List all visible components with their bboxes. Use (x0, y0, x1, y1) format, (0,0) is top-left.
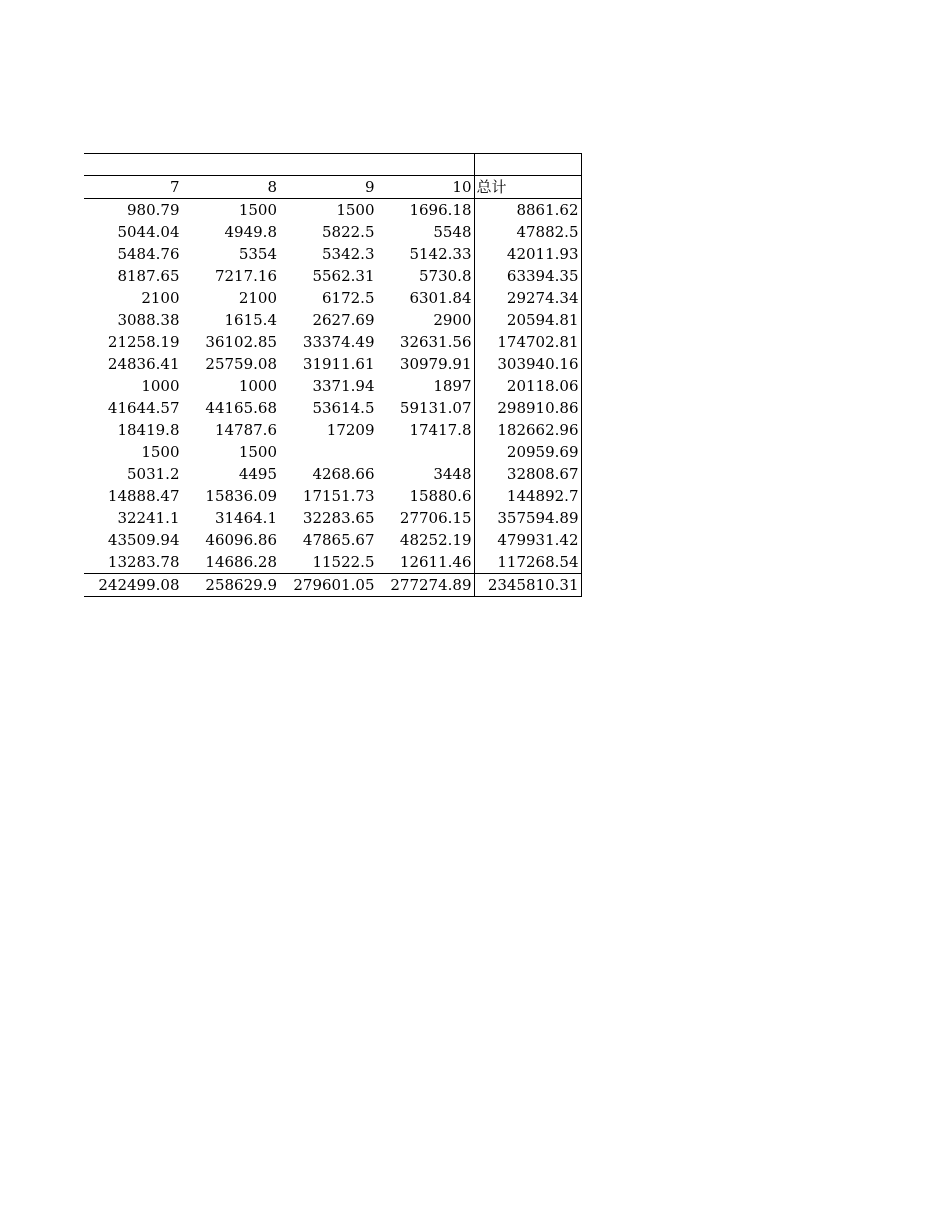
data-cell[interactable]: 47865.67 (302, 531, 375, 549)
data-cell[interactable]: 7217.16 (214, 267, 277, 285)
table-row (84, 529, 581, 551)
table-row (84, 331, 581, 353)
data-cell[interactable]: 4495 (238, 465, 277, 483)
header-row (84, 176, 581, 199)
data-cell[interactable]: 46096.86 (205, 531, 277, 549)
data-cell[interactable]: 1000 (238, 377, 277, 395)
row-total-cell[interactable]: 479931.42 (474, 529, 581, 551)
data-cell[interactable]: 25759.08 (205, 355, 277, 373)
data-cell[interactable]: 3448 (433, 465, 472, 483)
row-total-cell[interactable]: 174702.81 (474, 331, 581, 353)
data-cell[interactable]: 5548 (433, 223, 472, 241)
data-cell[interactable]: 32241.1 (117, 509, 180, 527)
data-cell[interactable]: 21258.19 (107, 333, 180, 351)
row-total-cell[interactable]: 298910.86 (474, 397, 581, 419)
data-cell[interactable]: 14787.6 (214, 421, 277, 439)
data-cell[interactable] (377, 441, 475, 463)
blank-cell[interactable] (84, 154, 182, 176)
row-total-cell[interactable]: 8861.62 (474, 199, 581, 222)
data-cell[interactable]: 32283.65 (302, 509, 375, 527)
data-cell[interactable]: 6301.84 (409, 289, 472, 307)
header-cell-8[interactable]: 8 (182, 176, 280, 199)
table-row (84, 441, 581, 463)
data-cell[interactable]: 1500 (238, 201, 277, 219)
data-cell[interactable]: 5822.5 (322, 223, 375, 241)
data-cell[interactable]: 17151.73 (302, 487, 375, 505)
data-cell[interactable]: 32631.56 (399, 333, 472, 351)
data-cell[interactable]: 41644.57 (107, 399, 180, 417)
data-cell[interactable]: 2100 (238, 289, 277, 307)
data-cell[interactable]: 24836.41 (107, 355, 180, 373)
table-row (84, 485, 581, 507)
data-cell[interactable]: 53614.5 (312, 399, 375, 417)
table-row (84, 287, 581, 309)
totals-cell[interactable]: 279601.05 (279, 574, 377, 597)
data-cell[interactable]: 43509.94 (107, 531, 180, 549)
data-cell[interactable]: 5562.31 (312, 267, 375, 285)
data-cell[interactable]: 36102.85 (205, 333, 277, 351)
totals-row (84, 574, 581, 597)
data-cell[interactable]: 1615.4 (224, 311, 277, 329)
data-cell[interactable]: 1696.18 (409, 201, 472, 219)
row-total-cell[interactable]: 303940.16 (474, 353, 581, 375)
table-row (84, 309, 581, 331)
data-cell[interactable]: 5484.76 (117, 245, 180, 263)
row-total-cell[interactable]: 357594.89 (474, 507, 581, 529)
data-cell[interactable]: 5730.8 (419, 267, 472, 285)
data-cell[interactable]: 48252.19 (399, 531, 472, 549)
table-row (84, 419, 581, 441)
totals-cell[interactable]: 258629.9 (182, 574, 280, 597)
header-cell-9[interactable]: 9 (279, 176, 377, 199)
data-cell[interactable]: 4268.66 (312, 465, 375, 483)
data-cell[interactable]: 11522.5 (312, 553, 375, 571)
spreadsheet (84, 153, 582, 597)
data-cell[interactable]: 15880.6 (409, 487, 472, 505)
header-cell-7[interactable]: 7 (84, 176, 182, 199)
data-cell[interactable]: 31464.1 (214, 509, 277, 527)
header-cell-total[interactable]: 总计 (474, 176, 581, 199)
data-cell[interactable]: 980.79 (127, 201, 180, 219)
row-total-cell[interactable]: 182662.96 (474, 419, 581, 441)
row-total-cell[interactable]: 117268.54 (474, 551, 581, 574)
table-row (84, 221, 581, 243)
data-cell[interactable] (279, 441, 377, 463)
table-row (84, 507, 581, 529)
data-cell[interactable]: 5354 (238, 245, 277, 263)
blank-cell[interactable] (182, 154, 280, 176)
data-cell[interactable]: 33374.49 (302, 333, 375, 351)
data-cell[interactable]: 12611.46 (399, 553, 472, 571)
data-cell[interactable]: 5031.2 (127, 465, 180, 483)
row-total-cell[interactable]: 63394.35 (474, 265, 581, 287)
data-cell[interactable]: 2900 (433, 311, 472, 329)
row-total-cell[interactable]: 20118.06 (474, 375, 581, 397)
totals-cell[interactable]: 277274.89 (377, 574, 475, 597)
data-cell[interactable]: 6172.5 (322, 289, 375, 307)
data-cell[interactable]: 14888.47 (107, 487, 180, 505)
data-cell[interactable]: 14686.28 (205, 553, 277, 571)
data-cell[interactable]: 44165.68 (205, 399, 277, 417)
data-cell[interactable]: 1897 (433, 377, 472, 395)
data-cell[interactable]: 1500 (238, 443, 277, 461)
data-cell[interactable]: 31911.61 (302, 355, 375, 373)
data-cell[interactable]: 8187.65 (117, 267, 180, 285)
blank-top-row (84, 154, 581, 176)
table-row (84, 397, 581, 419)
header-cell-10[interactable]: 10 (377, 176, 475, 199)
data-cell[interactable]: 2100 (141, 289, 180, 307)
table-row (84, 375, 581, 397)
data-cell[interactable]: 17209 (326, 421, 375, 439)
data-cell[interactable]: 5142.33 (409, 245, 472, 263)
blank-cell[interactable] (279, 154, 377, 176)
row-total-cell[interactable]: 32808.67 (474, 463, 581, 485)
table-row (84, 265, 581, 287)
data-cell[interactable]: 1000 (141, 377, 180, 395)
data-cell[interactable]: 2627.69 (312, 311, 375, 329)
table-row (84, 243, 581, 265)
grand-total-cell[interactable]: 2345810.31 (474, 574, 581, 597)
data-cell[interactable]: 30979.91 (399, 355, 472, 373)
row-total-cell[interactable]: 144892.7 (474, 485, 581, 507)
data-cell[interactable]: 1500 (336, 201, 375, 219)
table-row (84, 353, 581, 375)
row-total-cell[interactable]: 29274.34 (474, 287, 581, 309)
data-cell[interactable]: 3371.94 (312, 377, 375, 395)
totals-cell[interactable]: 242499.08 (84, 574, 182, 597)
data-cell[interactable]: 13283.78 (107, 553, 180, 571)
data-cell[interactable]: 5044.04 (117, 223, 180, 241)
table-row (84, 551, 581, 574)
data-cell[interactable]: 59131.07 (399, 399, 472, 417)
data-cell[interactable]: 27706.15 (399, 509, 472, 527)
row-total-cell[interactable]: 20959.69 (474, 441, 581, 463)
blank-cell[interactable] (474, 154, 581, 176)
row-total-cell[interactable]: 47882.5 (474, 221, 581, 243)
row-total-cell[interactable]: 20594.81 (474, 309, 581, 331)
data-cell[interactable]: 17417.8 (409, 421, 472, 439)
row-total-cell[interactable]: 42011.93 (474, 243, 581, 265)
data-cell[interactable]: 5342.3 (322, 245, 375, 263)
table-row (84, 199, 581, 222)
blank-cell[interactable] (377, 154, 475, 176)
data-cell[interactable]: 3088.38 (117, 311, 180, 329)
data-cell[interactable]: 4949.8 (224, 223, 277, 241)
data-table (84, 153, 582, 597)
table-row (84, 463, 581, 485)
data-cell[interactable]: 15836.09 (205, 487, 277, 505)
data-cell[interactable]: 18419.8 (117, 421, 180, 439)
data-cell[interactable]: 1500 (141, 443, 180, 461)
